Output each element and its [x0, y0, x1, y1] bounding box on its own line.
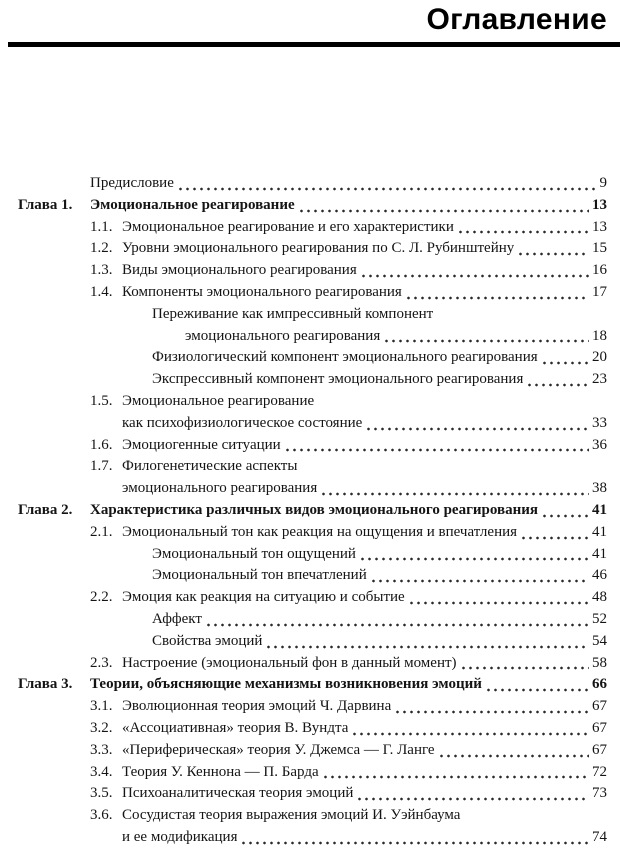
page-title: Оглавление [426, 3, 607, 36]
entry-line [152, 304, 607, 326]
entry-number: 3.2. [90, 719, 113, 736]
page-number: 52 [592, 610, 607, 627]
entry-line [152, 544, 607, 566]
entry-number: 3.6. [90, 807, 113, 824]
dot-leader [541, 500, 589, 522]
entry-title: Эмоциогенные ситуации [122, 436, 281, 453]
dot-leader [526, 369, 589, 391]
entry-number: 1.7. [90, 458, 113, 475]
entry-title: Характеристика различных видов эмоционального реагирования [90, 501, 538, 518]
page-number: 67 [592, 698, 607, 715]
entry-line [122, 805, 607, 827]
entry-title: Сосудистая теория выражения эмоций И. Уэйнбаума [122, 807, 461, 824]
entry-number: Глава 1. [18, 196, 73, 213]
entry-line [122, 435, 607, 457]
page-number: 72 [592, 763, 607, 780]
dot-leader [177, 173, 597, 195]
entry-title: Настроение (эмоциональный фон в данный момент) [122, 654, 457, 671]
toc-chapter-entry [0, 500, 620, 522]
entry-number: 3.4. [90, 763, 113, 780]
page-number: 67 [592, 741, 607, 758]
entry-number: 3.1. [90, 698, 113, 715]
dot-leader [457, 217, 589, 239]
entry-title: Компоненты эмоционального реагирования [122, 283, 402, 300]
page-number: 41 [592, 523, 607, 540]
page-number: 20 [592, 349, 607, 366]
toc-entry [0, 740, 620, 762]
page-number: 15 [592, 240, 607, 257]
toc-list [0, 173, 620, 849]
entry-line [122, 456, 607, 478]
entry-title: Теория У. Кеннона — П. Барда [122, 763, 319, 780]
entry-title: как психофизиологическое состояние [122, 414, 363, 431]
page-number: 74 [592, 828, 607, 845]
dot-leader [205, 609, 589, 631]
entry-title: и ее модификация [122, 828, 238, 845]
toc-chapter-entry [0, 674, 620, 696]
entry-number: 1.6. [90, 436, 113, 453]
entry-title: «Периферическая» теория У. Джемса — Г. Ланге [122, 741, 435, 758]
page-number: 41 [592, 545, 607, 562]
entry-line [122, 696, 607, 718]
entry-number: 2.3. [90, 654, 113, 671]
toc-entry [0, 544, 620, 566]
page-number: 13 [592, 196, 607, 213]
entry-title: эмоционального реагирования [122, 480, 318, 497]
entry-line [122, 391, 607, 413]
entry-line [152, 369, 607, 391]
entry-number: 2.1. [90, 523, 113, 540]
dot-leader [370, 565, 589, 587]
page-number: 48 [592, 589, 607, 606]
entry-title: Виды эмоционального реагирования [122, 262, 357, 279]
toc-entry [0, 522, 620, 544]
page-number: 66 [592, 676, 607, 693]
entry-line [122, 653, 607, 675]
entry-line [90, 674, 607, 696]
entry-title: Уровни эмоционального реагирования по С. Л. Рубинштейну [122, 240, 515, 257]
entry-line [122, 522, 607, 544]
entry-line [122, 783, 607, 805]
page-number: 13 [592, 218, 607, 235]
entry-line [152, 565, 607, 587]
toc-entry [0, 173, 620, 195]
dot-leader [405, 282, 589, 304]
dot-leader [320, 478, 589, 500]
entry-number: 3.5. [90, 785, 113, 802]
entry-number: 3.3. [90, 741, 113, 758]
entry-line [152, 326, 607, 348]
toc-entry [0, 369, 620, 391]
entry-title: Эмоциональное реагирование и его характеристики [122, 218, 454, 235]
toc-entry [0, 260, 620, 282]
toc-entry [0, 456, 620, 500]
entry-title: Аффект [152, 610, 202, 627]
entry-number: 1.3. [90, 262, 113, 279]
dot-leader [322, 762, 589, 784]
page-number: 54 [592, 632, 607, 649]
title-rule [8, 42, 620, 47]
toc-entry [0, 282, 620, 304]
page-number: 36 [592, 436, 607, 453]
entry-title: эмоционального реагирования [185, 327, 381, 344]
toc-chapter-entry [0, 195, 620, 217]
entry-title: Эмоциональное реагирование [90, 196, 295, 213]
page-number: 58 [592, 654, 607, 671]
toc-entry [0, 653, 620, 675]
page-number: 73 [592, 785, 607, 802]
page-number: 9 [599, 175, 607, 191]
entry-line [122, 238, 607, 260]
entry-line [90, 500, 607, 522]
entry-title: Физиологический компонент эмоционального реагирования [152, 349, 538, 366]
entry-title: Эмоциональный тон впечатлений [152, 567, 367, 584]
toc-entry [0, 565, 620, 587]
entry-title: Эмоциональное реагирование [122, 392, 315, 409]
dot-leader [517, 238, 589, 260]
toc-entry [0, 609, 620, 631]
dot-leader [460, 653, 589, 675]
entry-line [122, 413, 607, 435]
entry-title: Свойства эмоций [152, 632, 263, 649]
entry-title: Эмоциональный тон как реакция на ощущения и впечатления [122, 523, 518, 540]
dot-leader [240, 827, 589, 849]
entry-title: Предисловие [90, 175, 174, 191]
entry-number: Глава 2. [18, 501, 73, 518]
entry-title: Теории, объясняющие механизмы возникновения эмоций [90, 676, 482, 693]
entry-line [122, 740, 607, 762]
entry-line [122, 282, 607, 304]
entry-line [152, 347, 607, 369]
dot-leader [360, 260, 589, 282]
dot-leader [356, 783, 589, 805]
page-number: 23 [592, 371, 607, 388]
toc-entry [0, 718, 620, 740]
entry-title: Филогенетические аспекты [122, 458, 298, 475]
entry-number: 1.4. [90, 283, 113, 300]
entry-line [122, 217, 607, 239]
entry-title: Переживание как импрессивный компонент [152, 305, 434, 322]
page-number: 16 [592, 262, 607, 279]
entry-number: 2.2. [90, 589, 113, 606]
entry-number: 1.2. [90, 240, 113, 257]
entry-line [122, 718, 607, 740]
toc-entry [0, 391, 620, 435]
entry-title: Психоаналитическая теория эмоций [122, 785, 354, 802]
page-number: 38 [592, 480, 607, 497]
entry-number: Глава 3. [18, 676, 73, 693]
dot-leader [541, 347, 589, 369]
entry-line [122, 827, 607, 849]
page-number: 46 [592, 567, 607, 584]
entry-number: 1.1. [90, 218, 113, 235]
page-header [0, 0, 620, 47]
entry-line [90, 173, 607, 195]
entry-line [122, 587, 607, 609]
entry-line [122, 478, 607, 500]
dot-leader [383, 326, 589, 348]
dot-leader [351, 718, 589, 740]
dot-leader [298, 195, 589, 217]
entry-title: Экспрессивный компонент эмоционального реагирования [152, 371, 524, 388]
entry-title: Эволюционная теория эмоций Ч. Дарвина [122, 698, 392, 715]
page-number: 18 [592, 327, 607, 344]
entry-line [152, 609, 607, 631]
toc-entry [0, 435, 620, 457]
entry-line [90, 195, 607, 217]
entry-line [122, 260, 607, 282]
toc-entry [0, 587, 620, 609]
toc-entry [0, 762, 620, 784]
page-number: 67 [592, 719, 607, 736]
dot-leader [408, 587, 589, 609]
entry-number: 1.5. [90, 392, 113, 409]
toc-entry [0, 347, 620, 369]
toc-entry [0, 805, 620, 849]
toc-entry [0, 631, 620, 653]
dot-leader [438, 740, 589, 762]
dot-leader [520, 522, 589, 544]
entry-line [152, 631, 607, 653]
toc-entry [0, 217, 620, 239]
toc-entry [0, 238, 620, 260]
dot-leader [359, 544, 589, 566]
dot-leader [365, 413, 589, 435]
dot-leader [284, 435, 589, 457]
dot-leader [265, 631, 589, 653]
page-number: 17 [592, 283, 607, 300]
entry-title: «Ассоциативная» теория В. Вундта [122, 719, 349, 736]
entry-title: Эмоция как реакция на ситуацию и событие [122, 589, 405, 606]
entry-title: Эмоциональный тон ощущений [152, 545, 356, 562]
toc-entry [0, 783, 620, 805]
dot-leader [394, 696, 589, 718]
page-number: 41 [592, 501, 607, 518]
dot-leader [485, 674, 589, 696]
page-number: 33 [592, 414, 607, 431]
toc-entry [0, 304, 620, 348]
toc-entry [0, 696, 620, 718]
entry-line [122, 762, 607, 784]
